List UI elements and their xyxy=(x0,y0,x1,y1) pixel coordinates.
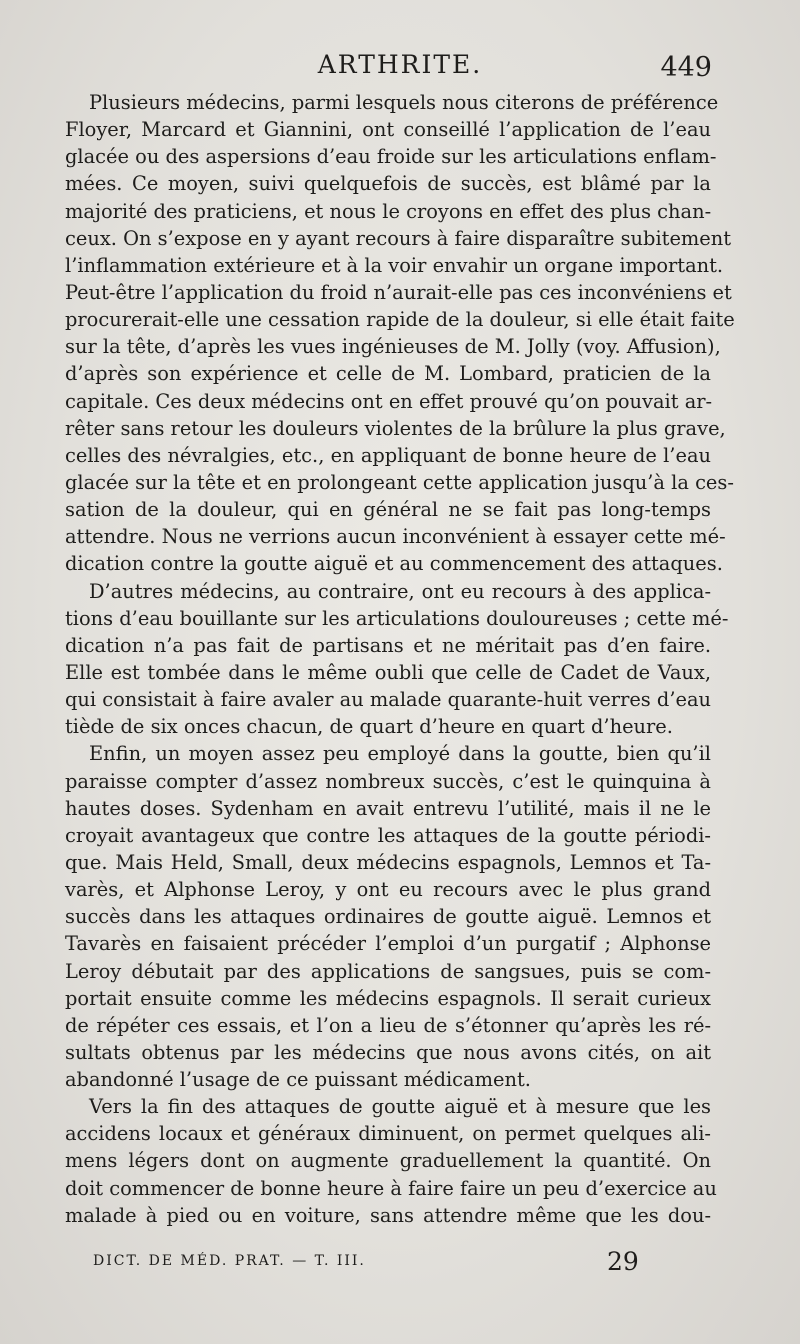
text-line: rêter sans retour les douleurs violentes de la brûlure la plus grave, xyxy=(65,416,726,440)
text-line: Floyer, Marcard et Giannini, ont conseillé l’application de l’eau xyxy=(65,118,711,142)
text-line: croyait avantageux que contre les attaques de la goutte périodi- xyxy=(65,823,711,847)
text-line: de répéter ces essais, et l’on a lieu de s’étonner qu’après les ré- xyxy=(65,1013,711,1037)
text-line: hautes doses. Sydenham en avait entrevu l’utilité, mais il ne le xyxy=(65,796,711,820)
text-line: succès dans les attaques ordinaires de goutte aiguë. Lemnos et xyxy=(65,905,711,929)
text-line: paraisse compter d’assez nombreux succès, c’est le quinquina à xyxy=(65,769,711,793)
text-line: Elle est tombée dans le même oubli que celle de Cadet de Vaux, xyxy=(65,660,711,684)
running-title: ARTHRITE. xyxy=(317,50,483,79)
text-line: mens légers dont on augmente graduellement la quantité. On xyxy=(65,1149,711,1173)
text-line: doit commencer de bonne heure à faire faire un peu d’exercice au xyxy=(65,1176,717,1200)
text-line: sultats obtenus par les médecins que nous avons cités, on ait xyxy=(65,1040,711,1064)
text-line: mées. Ce moyen, suivi quelquefois de succès, est blâmé par la xyxy=(65,172,711,196)
text-line: dication n’a pas fait de partisans et ne méritait pas d’en faire. xyxy=(65,633,711,657)
text-line: l’inflammation extérieure et à la voir envahir un organe important. xyxy=(65,253,724,277)
text-line: ceux. On s’expose en y ayant recours à faire disparaître subitement xyxy=(65,226,732,250)
text-line: capitale. Ces deux médecins ont en effet prouvé qu’on pouvait ar- xyxy=(65,389,713,413)
text-line: procurerait-elle une cessation rapide de la douleur, si elle était faite xyxy=(65,308,735,332)
text-line: sation de la douleur, qui en général ne se fait pas long-temps xyxy=(65,498,711,522)
text-line: celles des névralgies, etc., en appliquant de bonne heure de l’eau xyxy=(65,443,711,467)
text-line: Tavarès en faisaient précéder l’emploi d’un purgatif ; Alphonse xyxy=(65,932,711,956)
text-line: tions d’eau bouillante sur les articulations douloureuses ; cette mé- xyxy=(65,606,729,630)
text-line: Leroy débutait par des applications de sangsues, puis se com- xyxy=(65,959,711,983)
text-line: dication contre la goutte aiguë et au commencement des attaques. xyxy=(65,552,723,576)
text-line: d’après son expérience et celle de M. Lombard, praticien de la xyxy=(65,362,711,386)
text-line: varès, et Alphonse Leroy, y ont eu recours avec le plus grand xyxy=(65,878,711,902)
text-line: glacée ou des aspersions d’eau froide sur les articulations enflam- xyxy=(65,145,717,169)
text-line: tiède de six onces chacun, de quart d’heure en quart d’heure. xyxy=(65,715,673,739)
text-line: Enfin, un moyen assez peu employé dans la goutte, bien qu’il xyxy=(89,742,711,766)
text-line: attendre. Nous ne verrions aucun inconvénient à essayer cette mé- xyxy=(65,525,726,549)
text-line: Vers la fin des attaques de goutte aiguë et à mesure que les xyxy=(89,1095,711,1119)
body-text xyxy=(65,89,735,1229)
text-line: malade à pied ou en voiture, sans attendre même que les dou- xyxy=(65,1203,711,1227)
page-number: 449 xyxy=(660,52,712,83)
text-line: accidens locaux et généraux diminuent, on permet quelques ali- xyxy=(65,1122,711,1146)
text-line: abandonné l’usage de ce puissant médicament. xyxy=(65,1068,531,1092)
signature-number: 29 xyxy=(607,1247,639,1276)
text-line: qui consistait à faire avaler au malade quarante-huit verres d’eau xyxy=(65,688,712,712)
text-line: Plusieurs médecins, parmi lesquels nous citerons de préférence xyxy=(89,91,719,114)
text-line: D’autres médecins, au contraire, ont eu recours à des applica- xyxy=(89,579,711,603)
text-line: majorité des praticiens, et nous le croyons en effet des plus chan- xyxy=(65,199,712,223)
text-line: glacée sur la tête et en prolongeant cette application jusqu’à la ces- xyxy=(65,470,734,494)
text-line: Peut-être l’application du froid n’aurait-elle pas ces inconvéniens et xyxy=(65,280,732,304)
text-line: que. Mais Held, Small, deux médecins espagnols, Lemnos et Ta- xyxy=(65,850,711,874)
text-line: portait ensuite comme les médecins espagnols. Il serait curieux xyxy=(65,986,711,1010)
text-line: sur la tête, d’après les vues ingénieuses de M. Jolly (voy. Affusion), xyxy=(65,335,721,359)
signature-mark: DICT. DE MÉD. PRAT. — T. III. xyxy=(93,1253,366,1269)
